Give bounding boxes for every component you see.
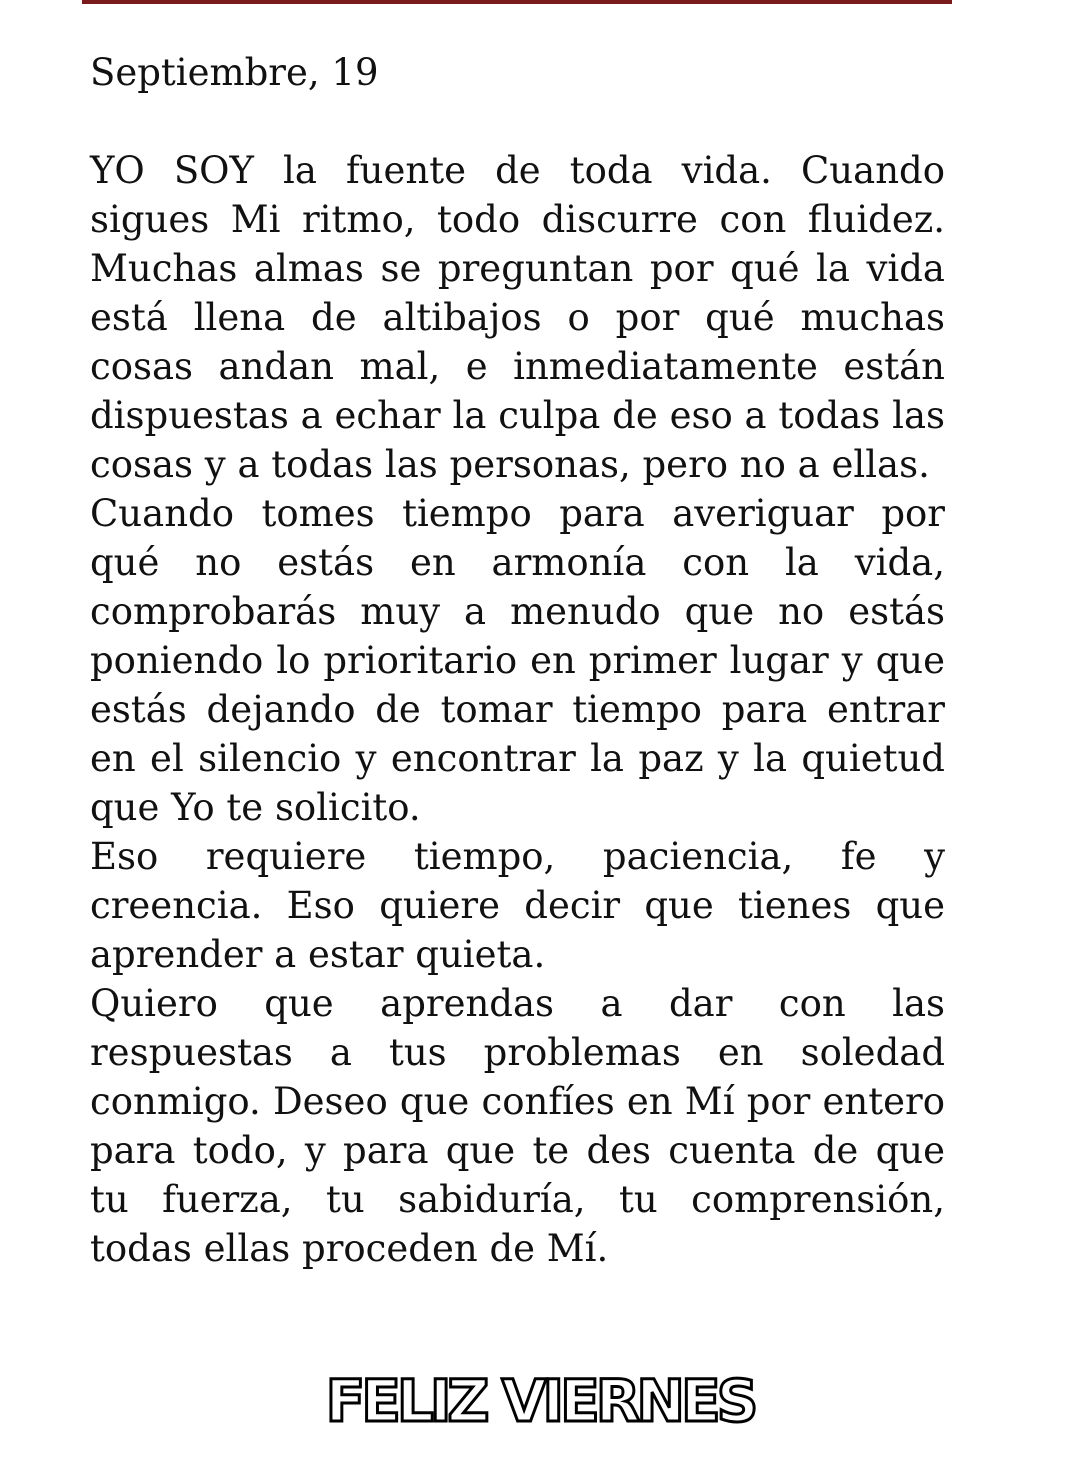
devotional-text [90,48,945,1273]
feliz-viernes-caption: FELIZ VIERNES [325,1367,755,1435]
paragraph-1: YO SOY la fuente de toda vida. Cuando sigues Mi ritmo, todo discurre con fluidez. Muchas almas se preguntan por qué la vida está llena de altibajos o por qué muchas cosas andan mal, e inmediatamente están dispuestas a echar la culpa de eso a todas las cosas y a todas las personas, pero no a ellas. [90,149,945,486]
paragraph-3: Eso requiere tiempo, paciencia, fe y creencia. Eso quiere decir que tienes que aprender a estar quieta. [90,835,945,976]
top-divider [82,0,952,4]
paragraph-2: Cuando tomes tiempo para averiguar por qué no estás en armonía con la vida, comprobarás muy a menudo que no estás poniendo lo prioritario en primer lugar y que estás dejando de tomar tiempo para entrar en el silencio y encontrar la paz y la quietud que Yo te solicito. [90,492,945,829]
date-heading: Septiembre, 19 [90,51,379,94]
paragraph-4: Quiero que aprendas a dar con las respuestas a tus problemas en soledad conmigo. Deseo que confíes en Mí por entero para todo, y para que te des cuenta de que tu fuerza, tu sabiduría, tu comprensión, todas ellas proceden de Mí. [90,982,945,1270]
